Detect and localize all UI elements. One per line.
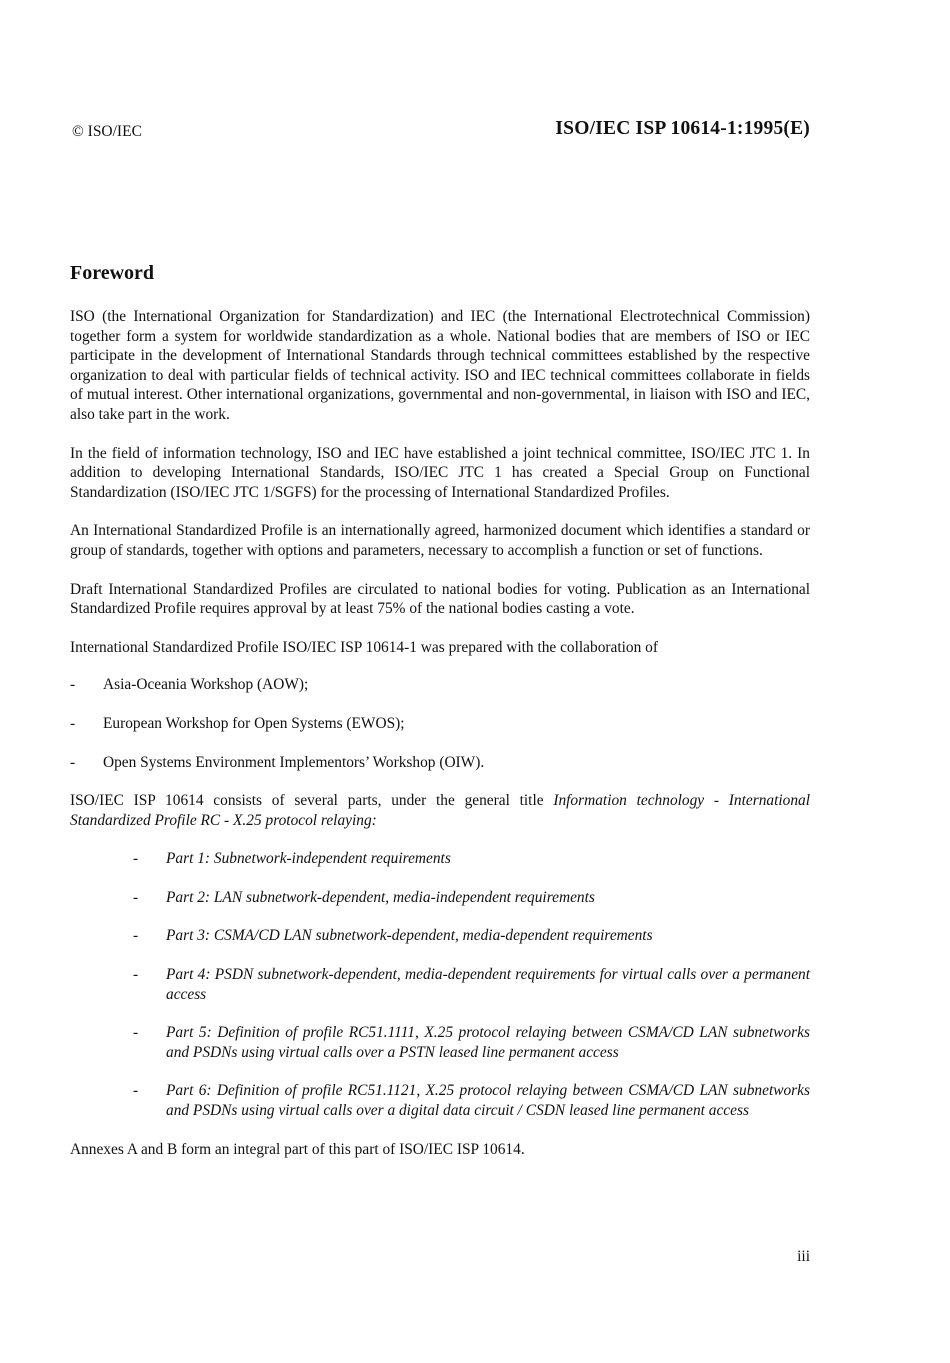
list-item: - Part 5: Definition of profile RC51.1111, X.25 protocol relaying between CSMA/CD LAN subnetworks and PSDNs using virtual calls over a PSTN leased line permanent access: [133, 1024, 810, 1061]
parts-list: [70, 849, 810, 1120]
workshop-list: [70, 675, 810, 772]
list-dash: -: [133, 850, 139, 868]
foreword-body: [70, 307, 810, 1159]
paragraph-annexes: Annexes A and B form an integral part of this part of ISO/IEC ISP 10614.: [70, 1140, 525, 1158]
list-item: - European Workshop for Open Systems (EWOS);: [70, 714, 405, 732]
list-item: - Open Systems Environment Implementors’ Workshop (OIW).: [70, 753, 485, 771]
paragraph-isp-definition: An International Standardized Profile is an internationally agreed, harmonized document which identifies a standard or group of standards, together with options and parameters, necessary to accomplish a function or set of functions.: [70, 522, 810, 559]
list-item: - Part 6: Definition of profile RC51.1121, X.25 protocol relaying between CSMA/CD LAN subnetworks and PSDNs using virtual calls over a digital data circuit / CSDN leased line permanent access: [133, 1082, 810, 1120]
section-title: Foreword: [70, 262, 155, 284]
list-dash: -: [133, 1024, 139, 1042]
list-item: - Part 2: LAN subnetwork-dependent, media-independent requirements: [133, 888, 595, 906]
list-item: - Part 4: PSDN subnetwork-dependent, media-dependent requirements for virtual calls over a permanent access: [133, 966, 810, 1003]
paragraph-jtc1: In the field of information technology, ISO and IEC have established a joint technical committee, ISO/IEC JTC 1. In addition to developing International Standards, ISO/IEC JTC 1 has created a Special Group on Functional Standardization (ISO/IEC JTC 1/SGFS) for the processing of International Standardized Profiles.: [70, 444, 810, 501]
list-dash: -: [133, 888, 139, 906]
page-number: iii: [797, 1248, 810, 1265]
list-dash: -: [133, 966, 139, 984]
list-dash: -: [133, 927, 139, 945]
document-identifier: ISO/IEC ISP 10614-1:1995(E): [555, 118, 810, 139]
list-dash: -: [70, 714, 76, 732]
paragraph-voting: Draft International Standardized Profiles are circulated to national bodies for voting. Publication as an International Standardized Profile requires approval by at least 75% of the national bodies casting a vote.: [70, 580, 810, 618]
list-item: - Asia-Oceania Workshop (AOW);: [70, 676, 309, 694]
paragraph-parts-intro: ISO/IEC ISP 10614 consists of several parts, under the general title Information technology - International Standardized Profile RC - X.25 protocol relaying:: [70, 792, 811, 829]
list-dash: -: [70, 753, 76, 771]
list-item: - Part 3: CSMA/CD LAN subnetwork-dependent, media-dependent requirements: [133, 927, 653, 945]
general-title: Information technology - International Standardized Profile RC - X.25 protocol relaying:: [70, 792, 811, 829]
list-item: - Part 1: Subnetwork-independent requirements: [133, 850, 451, 868]
list-dash: -: [133, 1082, 139, 1100]
paragraph-iso-iec: ISO (the International Organization for Standardization) and IEC (the International Electrotechnical Commission) together form a system for worldwide standardization as a whole. National bodies that are members of ISO or IEC participate in the development of International Standards through technical committees established by the respective organization to deal with particular fields of technical activity. ISO and IEC technical committees collaborate in fields of mutual interest. Other international organizations, governmental and non-governmental, in liaison with ISO and IEC, also take part in the work.: [70, 308, 810, 423]
paragraph-collaboration: International Standardized Profile ISO/IEC ISP 10614-1 was prepared with the collaboration of: [70, 638, 658, 656]
list-dash: -: [70, 676, 76, 694]
copyright-notice: © ISO/IEC: [72, 123, 142, 140]
